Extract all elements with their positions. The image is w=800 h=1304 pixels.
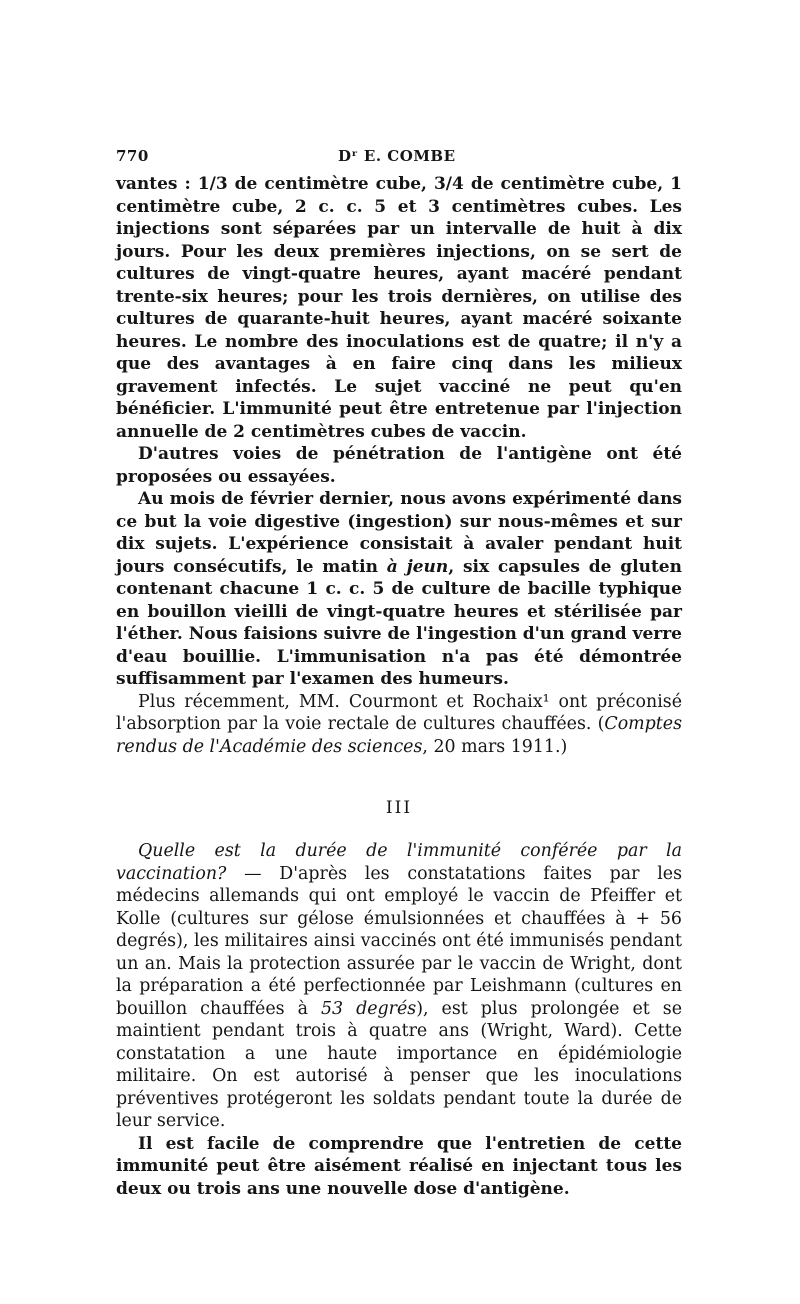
paragraph-text: Au mois de février dernier, nous avons expérimenté dans ce but la voie digestive (ingestion) sur nous-mêmes et sur dix sujets. L'expérience consistait à avaler pendant huit jours consécutifs, le matin — [116, 489, 682, 577]
emphasis-a-jeun: à jeun — [386, 556, 449, 577]
paragraph-text: — D'après les constatations faites par les médecins allemands qui ont employé le vaccin de Pfeiffer et Kolle (cultures sur gélose émulsionnées et chauffées à + 56 degrés), les militaires ainsi vaccinés ont été immunisés pendant un an. Mais la protection assurée par le vaccin de Wright, dont la préparation a été perfectionnée par Leishmann (cultures en bouillon chauffées à — [116, 863, 682, 1019]
paragraph-other-routes: D'autres voies de pénétration de l'antigène ont été proposées ou essayées. — [116, 444, 682, 487]
paragraph-digestive-route — [116, 488, 682, 691]
question-immunity-duration: Quelle est la durée de l'immunité conférée par la vaccination? — [116, 841, 682, 884]
emphasis-53-degres: 53 degrés — [320, 998, 417, 1019]
paragraph-text: Plus récemment, MM. Courmont et Rochaix¹ ont préconisé l'absorption par la voie rectale de cultures chauffées. ( — [116, 691, 682, 734]
paragraph-vaccination-schedule: vantes : 1/3 de centimètre cube, 3/4 de centimètre cube, 1 centimètre cube, 2 c. c. 5 et 3 centimètres cubes. Les injections sont séparées par un intervalle de huit à dix jours. Pour les deux premières injections, on se sert de cultures de vingt-quatre heures, ayant macéré pendant trente-six heures; pour les trois dernières, on utilise des cultures de quarante-huit heures, ayant macéré soixante heures. Le nombre des inoculations est de quatre; il n'y a que des avantages à en faire cinq dans les milieux gravement infectés. Le sujet vacciné ne peut qu'en bénéficier. L'immunité peut être entretenue par l'injection annuelle de 2 centimètres cubes de vaccin. — [116, 174, 682, 442]
running-head-author: Dʳ E. COMBE — [338, 147, 456, 165]
page-number: 770 — [116, 147, 149, 165]
paragraph-text: , 20 mars 1911.) — [422, 736, 568, 757]
paragraph-rectal-route — [116, 691, 682, 759]
citation-comptes-rendus: Comptes rendus de l'Académie des sciences — [116, 714, 682, 757]
running-head — [116, 147, 682, 173]
paragraph-text: ), est plus prolongée et se maintient pendant trois à quatre ans (Wright, Ward). Cette constatation a une haute importance en épidémiologie militaire. On est autorisé à penser que les inoculations préventives protégeront les soldats pendant toute la durée de leur service. — [116, 998, 682, 1131]
paragraph-text: , six capsules de gluten contenant chacune 1 c. c. 5 de culture de bacille typhique en bouillon vieilli de vingt-quatre heures et stérilisée par l'éther. Nous faisions suivre de l'ingestion d'un grand verre d'eau bouillie. L'immunisation n'a pas été démontrée suffisamment par l'examen des humeurs. — [116, 556, 682, 689]
paragraph-immunity-maintenance: Il est facile de comprendre que l'entretien de cette immunité peut être aisément réalisé en injectant tous les deux ou trois ans une nouvelle dose d'antigène. — [116, 1133, 682, 1199]
document-page — [116, 147, 682, 1200]
section-heading-iii: III — [385, 798, 413, 818]
paragraph-immunity-duration — [116, 840, 682, 1133]
